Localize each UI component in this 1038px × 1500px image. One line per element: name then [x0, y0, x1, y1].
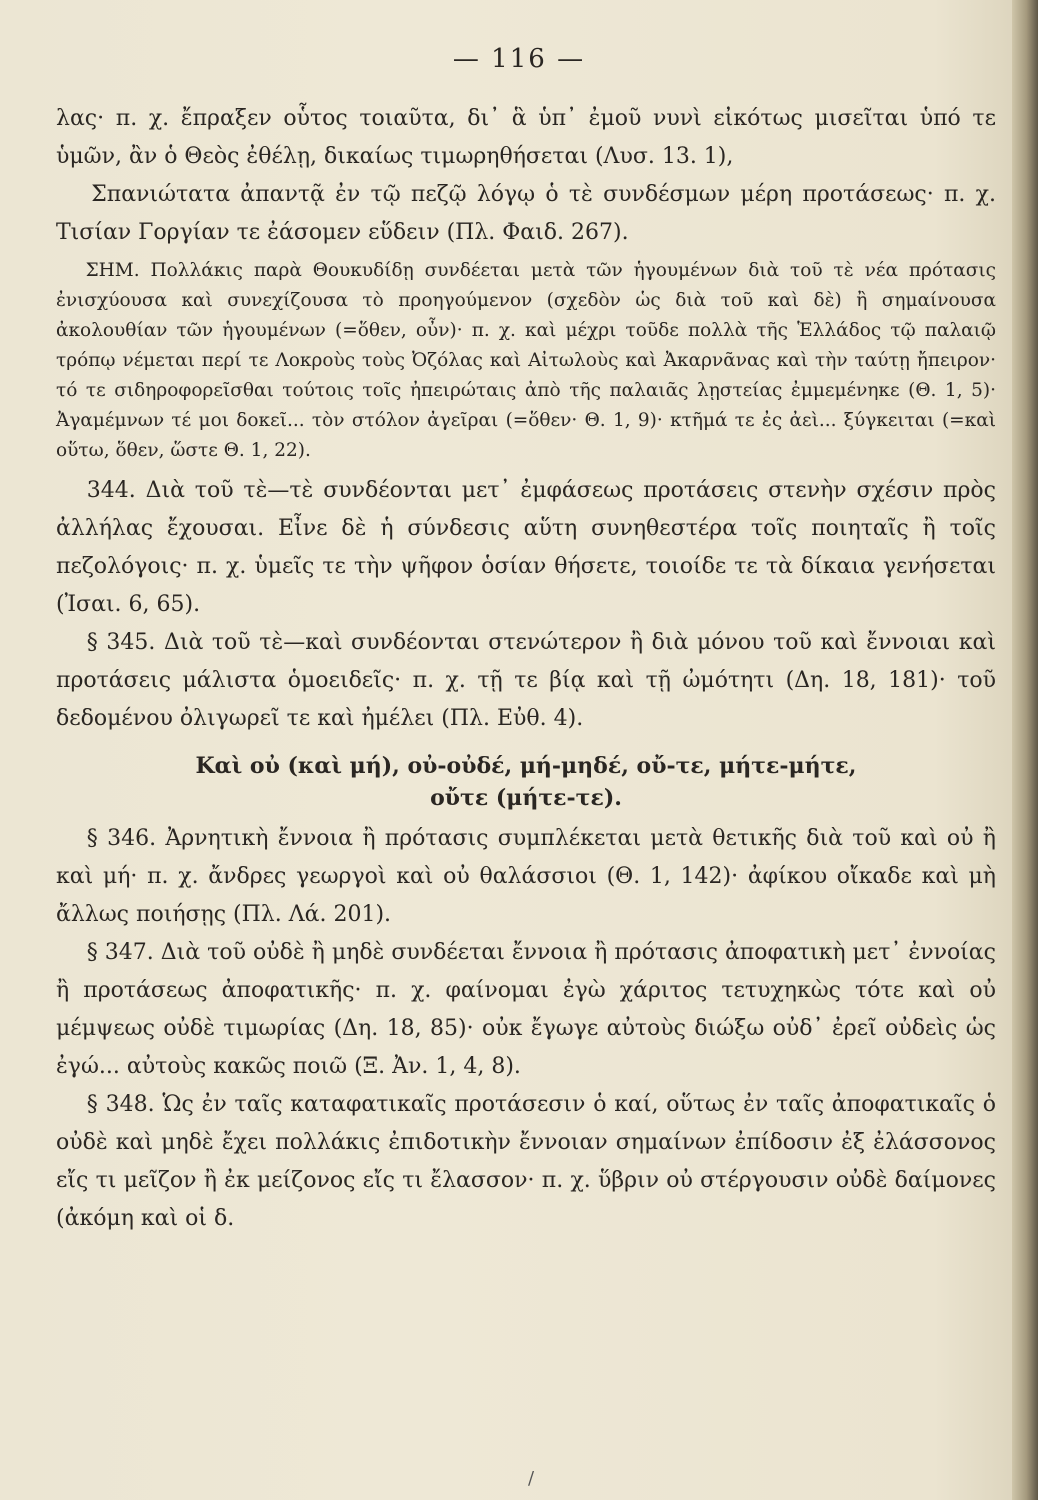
paragraph-te-rare: Σπανιώτατα ἀπαντᾷ ἐν τῷ πεζῷ λόγῳ ὁ τὲ συνδέσμων μέρη προτάσεως· π. χ. Τισίαν Γοργίαν τε ἐάσομεν εὕδειν (Πλ. Φαιδ. 267).: [56, 182, 996, 245]
note-thucydides: ΣΗΜ. Πολλάκις παρὰ Θουκυδίδῃ συνδέεται μετὰ τῶν ἡγουμένων διὰ τοῦ τὲ νέα πρότασις ἐνισχύουσα καὶ συνεχίζουσα τὸ προηγούμενον (σχεδὸν ὡς διὰ τοῦ καὶ δὲ) ἢ σημαίνουσα ἀκολουθίαν τῶν ἡγουμένων (=ὅθεν, οὖν)· π. χ. καὶ μέχρι τοῦδε πολλὰ τῆς Ἑλλάδος τῷ παλαιῷ τρόπῳ νέμεται περί τε Λοκροὺς τοὺς Ὀζόλας καὶ Αἰτωλοὺς καὶ Ἀκαρνᾶνας καὶ τὴν ταύτῃ ἤπειρον· τό τε σιδηροφορεῖσθαι τούτοις τοῖς ἠπειρώταις ἀπὸ τῆς παλαιᾶς λῃστείας ἐμμεμένηκε (Θ. 1, 5)· Ἀγαμέμνων τέ μοι δοκεῖ... τὸν στόλον ἀγεῖραι (=ὅθεν· Θ. 1, 9)· κτῆμά τε ἐς ἀεὶ... ξύγκειται (=καὶ οὕτω, ὅθεν, ὥστε Θ. 1, 22).: [56, 260, 996, 461]
section-348: § 348. Ὡς ἐν ταῖς καταφατικαῖς προτάσεσιν ὁ καί, οὕτως ἐν ταῖς ἀποφατικαῖς ὁ οὐδὲ καὶ μηδὲ ἔχει πολλάκις ἐπιδοτικὴν ἔννοιαν σημαίνων ἐπίδοσιν ἐξ ἐλάσσονος εἴς τι μεῖζον ἢ ἐκ μείζονος εἴς τι ἔλασσον· π. χ. ὕβριν οὐ στέργουσιν οὐδὲ δαίμονες (ἀκόμη καὶ οἱ δ.: [56, 1092, 996, 1231]
page-number: — 116 —: [452, 44, 586, 74]
book-gutter: [1012, 0, 1038, 1500]
section-346: § 346. Ἀρνητικὴ ἔννοια ἢ πρότασις συμπλέκεται μετὰ θετικῆς διὰ τοῦ καὶ οὐ ἢ καὶ μή· π. χ. ἄνδρες γεωργοὶ καὶ οὐ θαλάσσιοι (Θ. 1, 142)· ἀφίκου οἴκαδε καὶ μὴ ἄλλως ποιήσῃς (Πλ. Λά. 201).: [56, 826, 996, 927]
section-347: § 347. Διὰ τοῦ οὐδὲ ἢ μηδὲ συνδέεται ἔννοια ἢ πρότασις ἀποφατικὴ μετ᾽ ἐννοίας ἢ προτάσεως ἀποφατικῆς· π. χ. φαίνομαι ἐγὼ χάριτος τετυχηκὼς τότε καὶ οὐ μέμψεως οὐδὲ τιμωρίας (Δη. 18, 85)· οὐκ ἔγωγε αὐτοὺς διώξω οὐδ᾽ ἐρεῖ οὐδεὶς ὡς ἐγώ... αὐτοὺς κακῶς ποιῶ (Ξ. Ἀν. 1, 4, 8).: [56, 940, 996, 1079]
section-heading: [56, 750, 996, 814]
paragraph-continuation: λας· π. χ. ἔπραξεν οὗτος τοιαῦτα, δι᾽ ἃ ὑπ᾽ ἐμοῦ νυνὶ εἰκότως μισεῖται ὑπό τε ὑμῶν, ἂν ὁ Θεὸς ἐθέλῃ, δικαίως τιμωρηθήσεται (Λυσ. 13. 1),: [56, 106, 996, 169]
section-345: § 345. Διὰ τοῦ τὲ—καὶ συνδέονται στενώτερον ἢ διὰ μόνου τοῦ καὶ ἔννοιαι καὶ προτάσεις μάλιστα ὁμοειδεῖς· π. χ. τῇ τε βίᾳ καὶ τῇ ὠμότητι (Δη. 18, 181)· τοῦ δεδομένου ὀλιγωρεῖ τε καὶ ἠμέλει (Πλ. Εὐθ. 4).: [56, 630, 996, 731]
heading-line-2: οὔτε (μήτε-τε).: [430, 785, 622, 811]
heading-line-1: Καὶ οὐ (καὶ μή), οὐ-οὐδέ, μή-μηδέ, οὔ-τε, μήτε-μήτε,: [195, 753, 857, 779]
section-344: 344. Διὰ τοῦ τὲ—τὲ συνδέονται μετ᾽ ἐμφάσεως προτάσεις στενὴν σχέσιν πρὸς ἀλλήλας ἔχουσαι. Εἶνε δὲ ἡ σύνδεσις αὕτη συνηθεστέρα τοῖς ποιηταῖς ἢ τοῖς πεζολόγοις· π. χ. ὑμεῖς τε τὴν ψῆφον ὁσίαν θήσετε, τοιοίδε τε τὰ δίκαια γενήσεται (Ἰσαι. 6, 65).: [56, 478, 996, 617]
bottom-mark: /: [528, 1468, 535, 1489]
body-text: [56, 100, 996, 1238]
